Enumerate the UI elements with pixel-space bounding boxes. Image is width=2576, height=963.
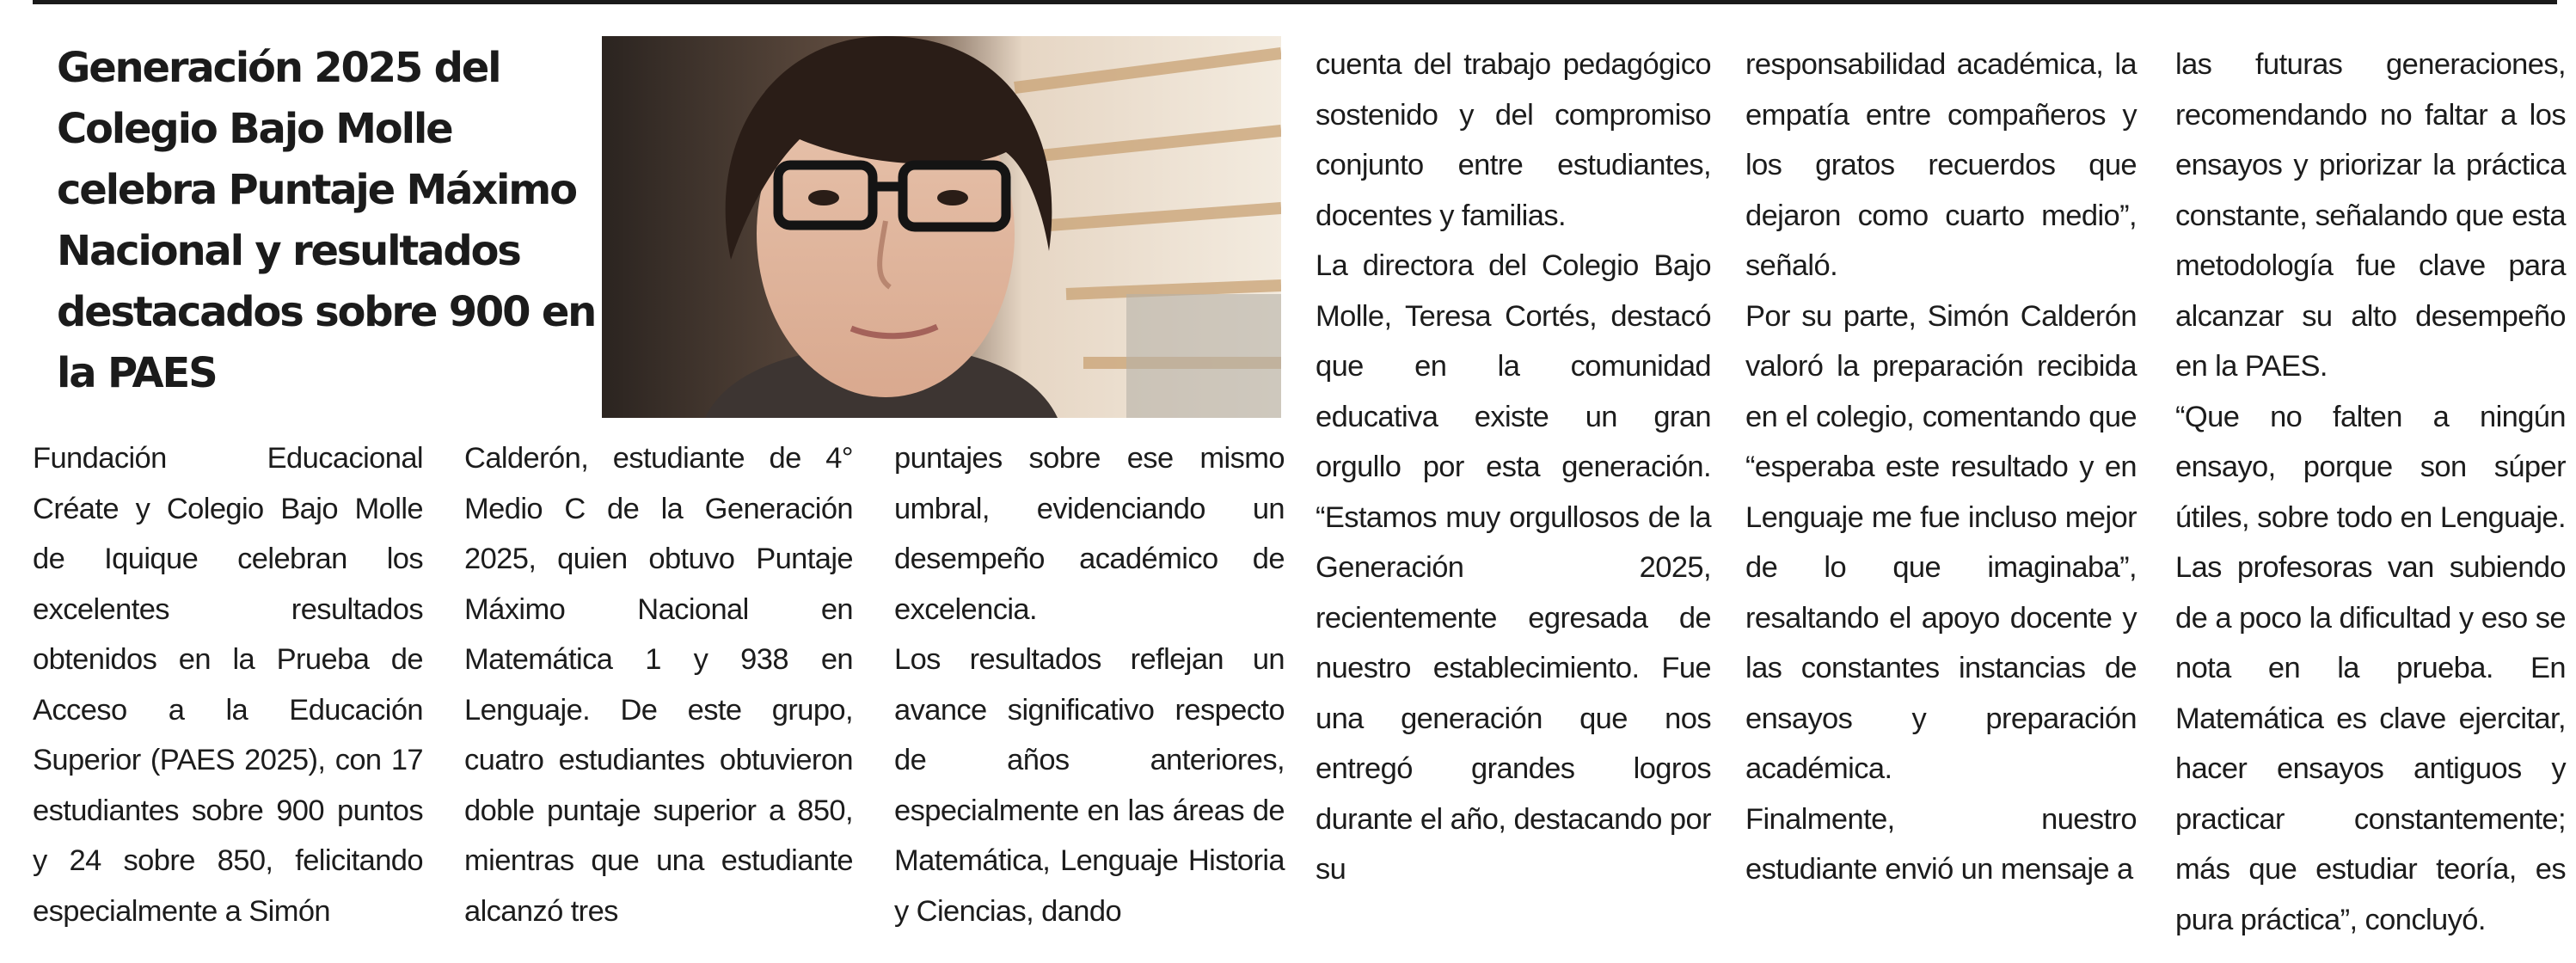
column-2-paragraph-1: Calderón, estudiante de 4° Medio C de la Generación 2025, quien obtuvo Puntaje Máximo Nacional en Matemática 1 y 938 en Lenguaje. De este grupo, cuatro estudiantes obtuvieron doble puntaje superior a 850, mientras que una estudiante alcanzó tres xyxy=(464,442,853,928)
article-column-4 xyxy=(1316,40,1711,895)
article-column-6 xyxy=(2175,40,2566,945)
column-6-paragraph-2: “Que no falten a ningún ensayo, porque son súper útiles, sobre todo en Lenguaje. Las profesoras van subiendo de a poco la dificultad y eso se nota en la prueba. En Matemática es clave ejercitar, hacer ensayos antiguos y practicar constantemente; más que estudiar teoría, es pura práctica”, concluyó. xyxy=(2175,400,2566,936)
top-rule xyxy=(33,0,2557,4)
article-column-3 xyxy=(894,433,1285,936)
article-column-2 xyxy=(464,433,853,936)
column-5-paragraph-2: Por su parte, Simón Calderón valoró la preparación recibida en el colegio, comentando que “esperaba este resultado y en Lenguaje me fue incluso mejor de lo que imaginaba”, resaltando el apoyo docente y las constantes instancias de ensayos y preparación académica. xyxy=(1745,299,2137,785)
column-4-paragraph-2: La directora del Colegio Bajo Molle, Teresa Cortés, destacó que en la comunidad educativa existe un gran orgullo por esta generación. “Estamos muy orgullosos de la Generación 2025, recientemente egresada de nuestro establecimiento. Fue una generación que nos entregó grandes logros durante el año, destacando por su xyxy=(1316,249,1711,886)
column-4-paragraph-1: cuenta del trabajo pedagógico sostenido y del compromiso conjunto entre estudiantes, docentes y familias. xyxy=(1316,48,1711,232)
article-column-1 xyxy=(33,433,423,936)
column-3-paragraph-2: Los resultados reflejan un avance significativo respecto de años anteriores, especialmente en las áreas de Matemática, Lenguaje Historia y Ciencias, dando xyxy=(894,643,1285,928)
column-1-paragraph-1: Fundación Educacional Créate y Colegio Bajo Molle de Iquique celebran los excelentes resultados obtenidos en la Prueba de Acceso a la Educación Superior (PAES 2025), con 17 estudiantes sobre 900 puntos y 24 sobre 850, felicitando especialmente a Simón xyxy=(33,442,423,928)
student-portrait-photo xyxy=(602,36,1281,418)
article-column-5 xyxy=(1745,40,2137,895)
column-6-paragraph-1: las futuras generaciones, recomendando no faltar a los ensayos y priorizar la práctica constante, señalando que esta metodología fue clave para alcanzar su alto desempeño en la PAES. xyxy=(2175,48,2566,383)
column-5-paragraph-3: Finalmente, nuestro estudiante envió un mensaje a xyxy=(1745,802,2137,886)
column-5-paragraph-1: responsabilidad académica, la empatía entre compañeros y los gratos recuerdos que dejaron como cuarto medio”, señaló. xyxy=(1745,48,2137,282)
article-headline: Generación 2025 del Colegio Bajo Molle celebra Puntaje Máximo Nacional y resultados destacados sobre 900 en la PAES xyxy=(57,44,596,397)
column-3-paragraph-1: puntajes sobre ese mismo umbral, evidenciando un desempeño académico de excelencia. xyxy=(894,442,1285,626)
